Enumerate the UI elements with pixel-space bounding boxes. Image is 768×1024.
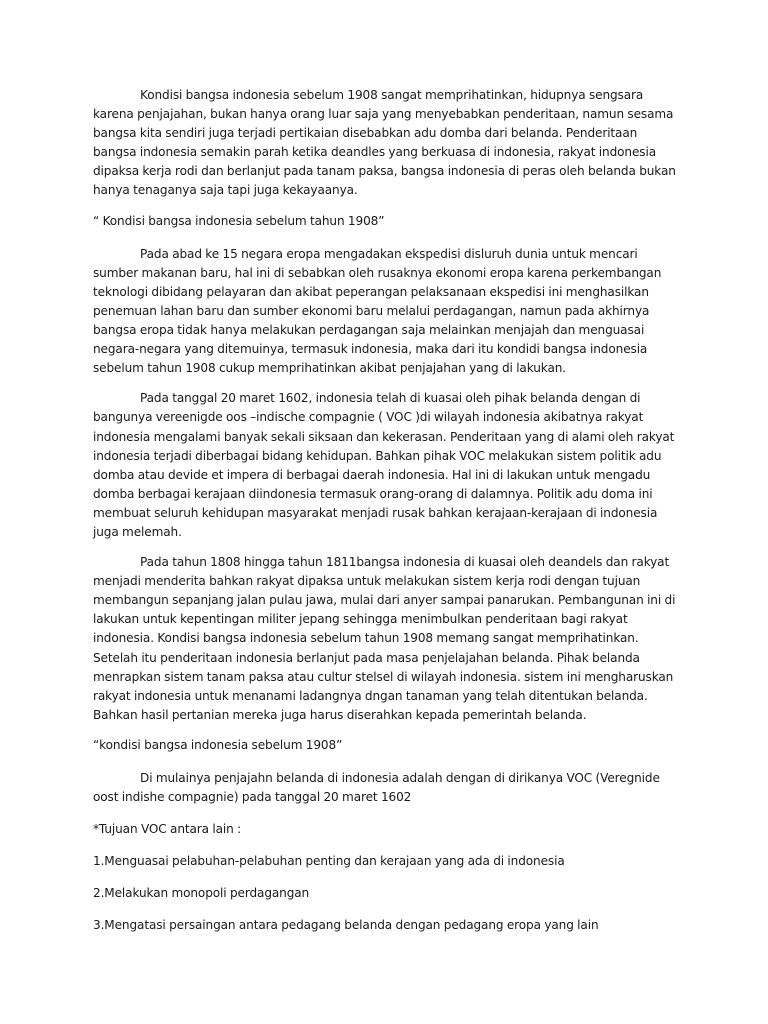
document-page xyxy=(93,86,678,949)
paragraph-voc: Pada tanggal 20 maret 1602, indonesia telah di kuasai oleh pihak belanda dengan di bangunya vereenigde oos –indische compagnie ( VOC )di wilayah indonesia akibatnya rakyat indonesia mengalami banyak sekali siksaan dan kekerasan. Penderitaan yang di alami oleh rakyat indonesia terjadi diberbagai bidang kehidupan. Bahkan pihak VOC melakukan sistem politik adu domba atau devide et impera di berbagai daerah indonesia. Hal ini di lakukan untuk mengadu domba berbagai kerajaan diindonesia termasuk orang-orang di dalamnya. Politik adu doma ini membuat seluruh kehidupan masyarakat menjadi rusak bahkan kerajaan-kerajaan di indonesia juga melemah. xyxy=(93,391,675,539)
list-item: 1.Menguasai pelabuhan-pelabuhan penting dan kerajaan yang ada di indonesia xyxy=(93,854,565,869)
list-item: 3.Mengatasi persaingan antara pedagang belanda dengan pedagang eropa yang lain xyxy=(93,918,599,933)
paragraph-intro: Kondisi bangsa indonesia sebelum 1908 sangat memprihatinkan, hidupnya sengsara karena penjajahan, bukan hanya orang luar saja yang menyebabkan penderitaan, namun sesama bangsa kita sendiri juga terjadi pertikaian disebabkan adu domba dari belanda. Penderitaan bangsa indonesia semakin parah ketika deandles yang berkuasa di indonesia, rakyat indonesia dipaksa kerja rodi dan berlanjut pada tanam paksa, bangsa indonesia di peras oleh belanda bukan hanya tenaganya saja tapi juga kekayaanya. xyxy=(93,88,676,198)
list-title: *Tujuan VOC antara lain : xyxy=(93,822,242,837)
list-item: 2.Melakukan monopoli perdagangan xyxy=(93,886,310,901)
paragraph-voc-founding: Di mulainya penjajahn belanda di indonesia adalah dengan di dirikanya VOC (Veregnide oost indishe compagnie) pada tanggal 20 maret 1602 xyxy=(93,771,660,805)
section-heading-2: “kondisi bangsa indonesia sebelum 1908” xyxy=(93,737,343,752)
section-heading-1: “ Kondisi bangsa indonesia sebelum tahun 1908” xyxy=(93,213,385,228)
paragraph-daendels: Pada tahun 1808 hingga tahun 1811bangsa indonesia di kuasai oleh deandels dan rakyat menjadi menderita bahkan rakyat dipaksa untuk melakukan sistem kerja rodi dengan tujuan membangun sepanjang jalan pulau jawa, mulai dari anyer sampai panarukan. Pembangunan ini di lakukan untuk kepentingan militer jepang sehingga menimbulkan penderitaan bagi rakyat indonesia. Kondisi bangsa indonesia sebelum tahun 1908 memang sangat memprihatinkan. Setelah itu penderitaan indonesia berlanjut pada masa penjelajahan belanda. Pihak belanda menrapkan sistem tanam paksa atau cultur stelsel di wilayah indonesia. sistem ini mengharuskan rakyat indonesia untuk menanami ladangnya dngan tanaman yang telah ditentukan belanda. Bahkan hasil pertanian mereka juga harus diserahkan kepada pemerintah belanda. xyxy=(93,555,676,722)
paragraph-expedition: Pada abad ke 15 negara eropa mengadakan ekspedisi disluruh dunia untuk mencari sumber makanan baru, hal ini di sebabkan oleh rusaknya ekonomi eropa karena perkembangan teknologi dibidang pelayaran dan akibat peperangan pelaksanaan ekspedisi ini menghasilkan penemuan lahan baru dan sumber ekonomi baru melalui perdagangan, namun pada akhirnya bangsa eropa tidak hanya melakukan perdagangan saja melainkan menjajah dan menguasai negara-negara yang ditemuinya, termasuk indonesia, maka dari itu kondidi bangsa indonesia sebelum tahun 1908 cukup memprihatinkan akibat penjajahan yang di lakukan. xyxy=(93,246,662,376)
